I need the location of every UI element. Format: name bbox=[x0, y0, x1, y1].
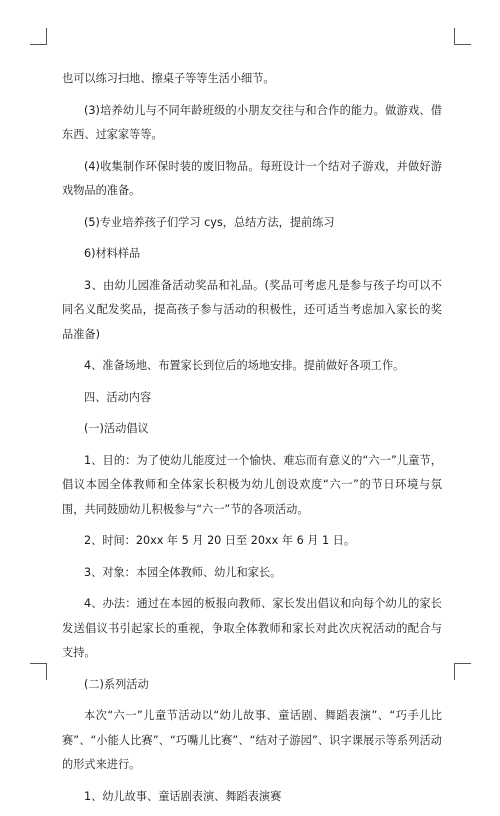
corner-crop-mark bbox=[30, 663, 47, 680]
paragraph: (3)培养幼儿与不同年龄班级的小朋友交往与和合作的能力。做游戏、借东西、过家家等等。 bbox=[62, 103, 442, 141]
subsection-heading: (二)系列活动 bbox=[84, 677, 149, 691]
paragraph: 1、目的：为了使幼儿能度过一个愉快、难忘而有意义的“六一”儿童节，倡议本园全体教师和全体家长积极为幼儿创设欢度“六一”的节日环境与氛围，共同鼓励幼儿积极参与“六一”节的各项活动。 bbox=[62, 453, 442, 516]
paragraph: 4、办法：通过在本园的板报向教师、家长发出倡议和向每个幼儿的家长发送倡议书引起家长的重视，争取全体教师和家长对此次庆祝活动的配合与支持。 bbox=[62, 597, 442, 659]
paragraph: 也可以练习扫地、擦桌子等等生活小细节。 bbox=[62, 72, 275, 85]
subsection-heading: (一)活动倡议 bbox=[84, 422, 149, 435]
paragraph: (4)收集制作环保时装的废旧物品。每班设计一个结对子游戏，并做好游戏物品的准备。 bbox=[62, 159, 442, 197]
document-body bbox=[62, 67, 442, 816]
corner-crop-mark bbox=[454, 663, 471, 680]
corner-crop-mark bbox=[30, 28, 47, 45]
paragraph: 3、由幼儿园准备活动奖品和礼品。(奖品可考虑凡是参与孩子均可以不同名义配发奖品，提高孩子参与活动的积极性，还可适当考虑加入家长的奖品准备) bbox=[62, 278, 442, 341]
paragraph: 4、准备场地、布置家长到位后的场地安排。提前做好各项工作。 bbox=[84, 359, 405, 372]
paragraph: 2、时间：20xx 年 5 月 20 日至 20xx 年 6 月 1 日。 bbox=[84, 534, 356, 547]
paragraph: 3、对象：本园全体教师、幼儿和家长。 bbox=[84, 565, 282, 579]
paragraph: 本次“六一”儿童节活动以“幼儿故事、童话剧、舞蹈表演”、“巧手儿比赛”、“小能人比赛”、“巧嘴儿比赛”、“结对子游园”、识字课展示等系列活动的形式来进行。 bbox=[62, 709, 442, 771]
paragraph: 6)材料样品 bbox=[84, 247, 141, 260]
corner-crop-mark bbox=[454, 28, 471, 45]
paragraph: (5)专业培养孩子们学习 cys，总结方法，提前练习 bbox=[84, 215, 335, 229]
paragraph: 1、幼儿故事、童话剧表演、舞蹈表演赛 bbox=[84, 789, 282, 803]
section-heading: 四、活动内容 bbox=[84, 390, 152, 404]
